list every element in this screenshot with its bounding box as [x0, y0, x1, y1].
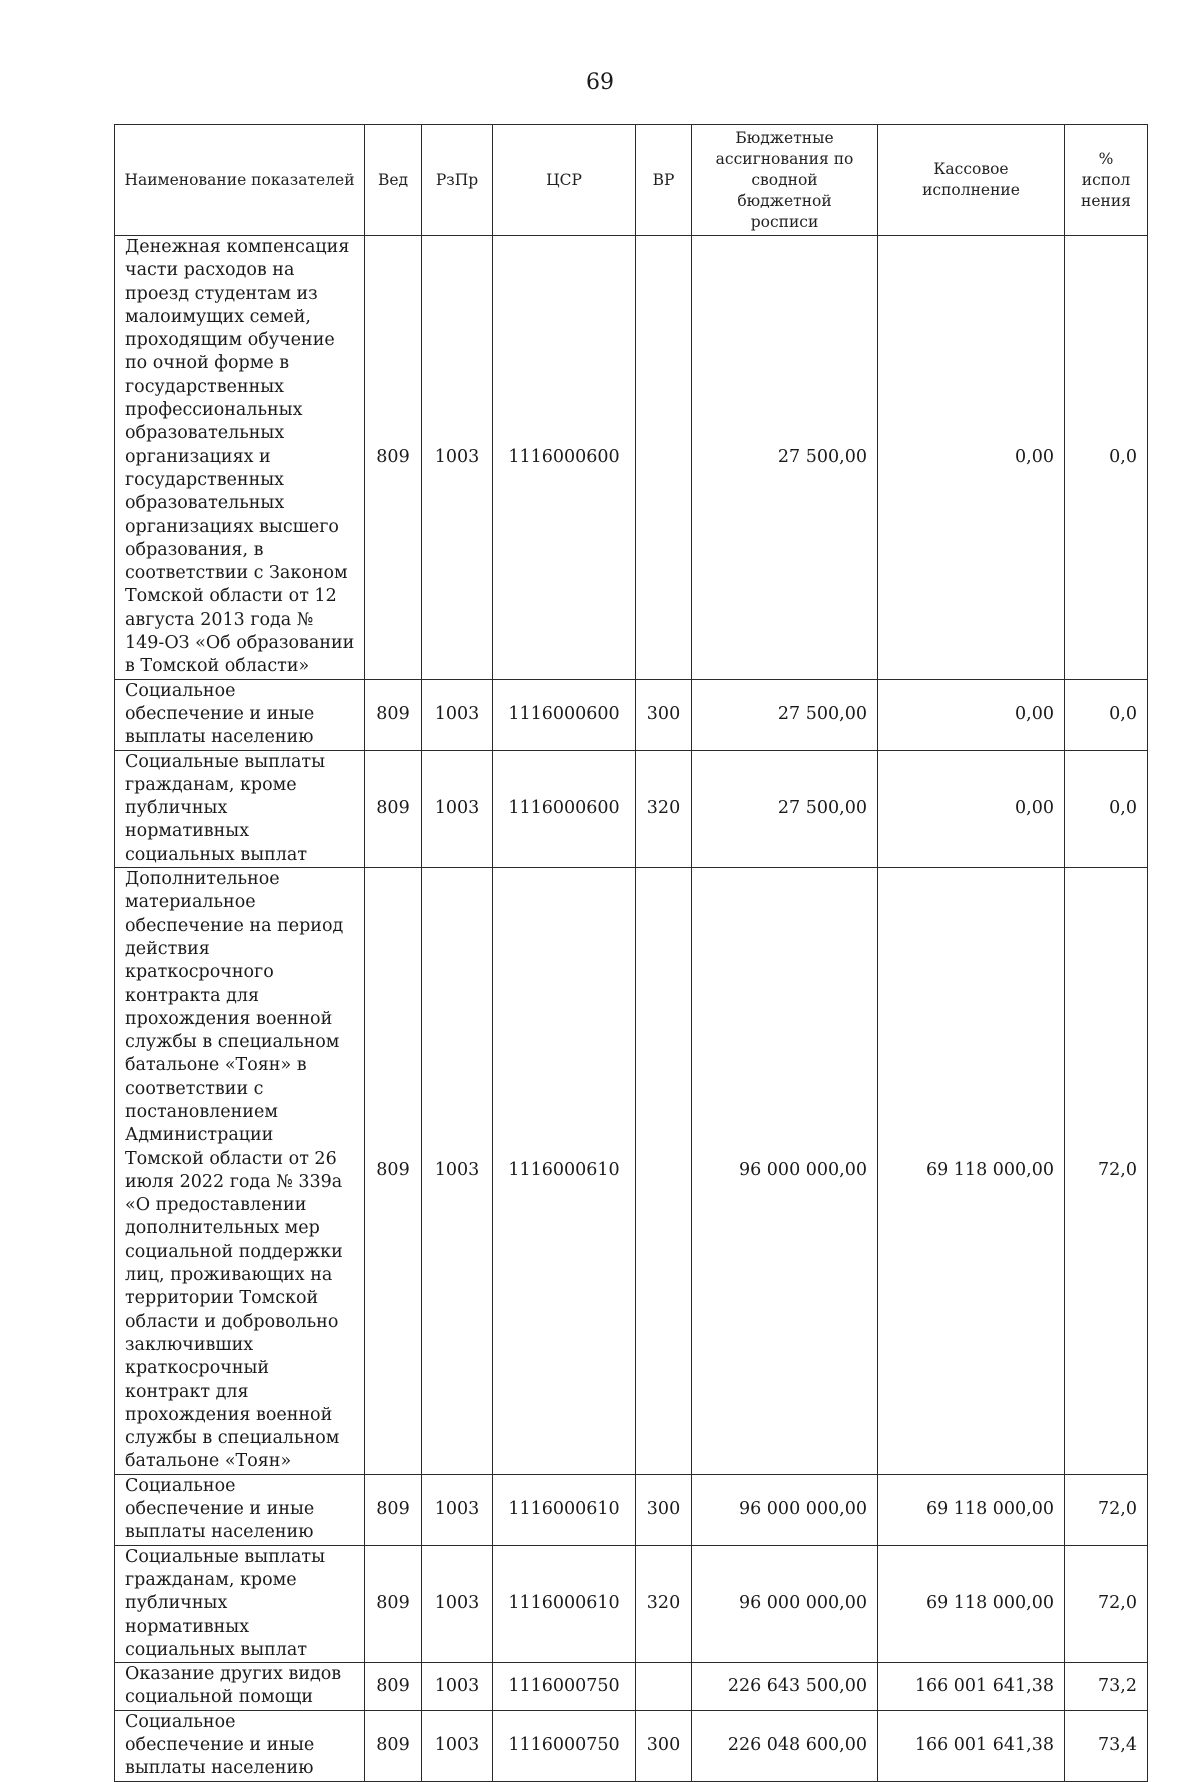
row-rzpr: 1003 — [422, 1474, 493, 1545]
header-budget: Бюджетные ассигнования по сводной бюджетной росписи — [692, 125, 878, 236]
budget-table — [114, 124, 1148, 1782]
row-vr: 300 — [636, 679, 692, 750]
table-row — [115, 1474, 1148, 1545]
row-vr: 300 — [636, 1710, 692, 1781]
row-vr: 300 — [636, 1474, 692, 1545]
row-ved: 809 — [365, 236, 422, 680]
header-ved: Вед — [365, 125, 422, 236]
row-csr: 1116000600 — [493, 236, 636, 680]
row-ved: 809 — [365, 1710, 422, 1781]
header-csr: ЦСР — [493, 125, 636, 236]
row-cash: 69 118 000,00 — [878, 1474, 1065, 1545]
row-budget: 96 000 000,00 — [692, 868, 878, 1475]
row-cash: 0,00 — [878, 236, 1065, 680]
row-vr — [636, 236, 692, 680]
row-cash: 69 118 000,00 — [878, 1545, 1065, 1662]
page-number: 69 — [586, 70, 614, 95]
row-budget: 96 000 000,00 — [692, 1474, 878, 1545]
row-percent: 72,0 — [1065, 1545, 1148, 1662]
table-row — [115, 1710, 1148, 1781]
row-budget: 27 500,00 — [692, 679, 878, 750]
row-csr: 1116000600 — [493, 750, 636, 867]
row-percent: 0,0 — [1065, 236, 1148, 680]
row-rzpr: 1003 — [422, 750, 493, 867]
row-percent: 72,0 — [1065, 868, 1148, 1475]
row-rzpr: 1003 — [422, 868, 493, 1475]
row-rzpr: 1003 — [422, 679, 493, 750]
row-vr — [636, 1663, 692, 1711]
row-budget: 96 000 000,00 — [692, 1545, 878, 1662]
row-csr: 1116000610 — [493, 1474, 636, 1545]
row-ved: 809 — [365, 750, 422, 867]
row-percent: 72,0 — [1065, 1474, 1148, 1545]
row-ved: 809 — [365, 1474, 422, 1545]
row-name: Денежная компенсация части расходов на проезд студентам из малоимущих семей, проходящим обучение по очной форме в государственных профессиональных образовательных организациях и государственных образовательных организациях высшего образования, в соответствии с Законом Томской области от 12 августа 2013 года № 149-ОЗ «Об образовании в Томской области» — [115, 236, 365, 680]
row-name: Социальное обеспечение и иные выплаты населению — [115, 1474, 365, 1545]
row-cash: 166 001 641,38 — [878, 1710, 1065, 1781]
row-csr: 1116000610 — [493, 868, 636, 1475]
row-csr: 1116000610 — [493, 1545, 636, 1662]
row-csr: 1116000600 — [493, 679, 636, 750]
table-row — [115, 868, 1148, 1475]
row-cash: 0,00 — [878, 750, 1065, 867]
row-ved: 809 — [365, 679, 422, 750]
row-rzpr: 1003 — [422, 1663, 493, 1711]
row-cash: 69 118 000,00 — [878, 868, 1065, 1475]
row-rzpr: 1003 — [422, 236, 493, 680]
table-row — [115, 236, 1148, 680]
row-cash: 166 001 641,38 — [878, 1663, 1065, 1711]
table-row — [115, 1663, 1148, 1711]
row-name: Социальные выплаты гражданам, кроме публичных нормативных социальных выплат — [115, 1545, 365, 1662]
row-percent: 0,0 — [1065, 679, 1148, 750]
row-budget: 226 048 600,00 — [692, 1710, 878, 1781]
table-row — [115, 679, 1148, 750]
row-name: Социальное обеспечение и иные выплаты населению — [115, 679, 365, 750]
row-percent: 73,2 — [1065, 1663, 1148, 1711]
row-vr: 320 — [636, 750, 692, 867]
row-name: Дополнительное материальное обеспечение на период действия краткосрочного контракта для прохождения военной службы в специальном батальоне «Тоян» в соответствии с постановлением Администрации Томской области от 26 июля 2022 года № 339а «О предоставлении дополнительных мер социальной поддержки лиц, проживающих на территории Томской области и добровольно заключивших краткосрочный контракт для прохождения военной службы в специальном батальоне «Тоян» — [115, 868, 365, 1475]
row-budget: 27 500,00 — [692, 236, 878, 680]
row-csr: 1116000750 — [493, 1663, 636, 1711]
row-name: Оказание других видов социальной помощи — [115, 1663, 365, 1711]
row-name: Социальное обеспечение и иные выплаты населению — [115, 1710, 365, 1781]
row-vr: 320 — [636, 1545, 692, 1662]
row-budget: 27 500,00 — [692, 750, 878, 867]
row-percent: 0,0 — [1065, 750, 1148, 867]
table-header-row — [115, 125, 1148, 236]
table-row — [115, 750, 1148, 867]
row-csr: 1116000750 — [493, 1710, 636, 1781]
row-ved: 809 — [365, 868, 422, 1475]
header-rzpr: РзПр — [422, 125, 493, 236]
row-ved: 809 — [365, 1663, 422, 1711]
row-cash: 0,00 — [878, 679, 1065, 750]
row-percent: 73,4 — [1065, 1710, 1148, 1781]
row-name: Социальные выплаты гражданам, кроме публичных нормативных социальных выплат — [115, 750, 365, 867]
row-budget: 226 643 500,00 — [692, 1663, 878, 1711]
header-percent: % испол нения — [1065, 125, 1148, 236]
row-vr — [636, 868, 692, 1475]
table-row — [115, 1545, 1148, 1662]
row-rzpr: 1003 — [422, 1545, 493, 1662]
header-cash: Кассовое исполнение — [878, 125, 1065, 236]
header-vr: ВР — [636, 125, 692, 236]
row-ved: 809 — [365, 1545, 422, 1662]
header-name: Наименование показателей — [115, 125, 365, 236]
row-rzpr: 1003 — [422, 1710, 493, 1781]
